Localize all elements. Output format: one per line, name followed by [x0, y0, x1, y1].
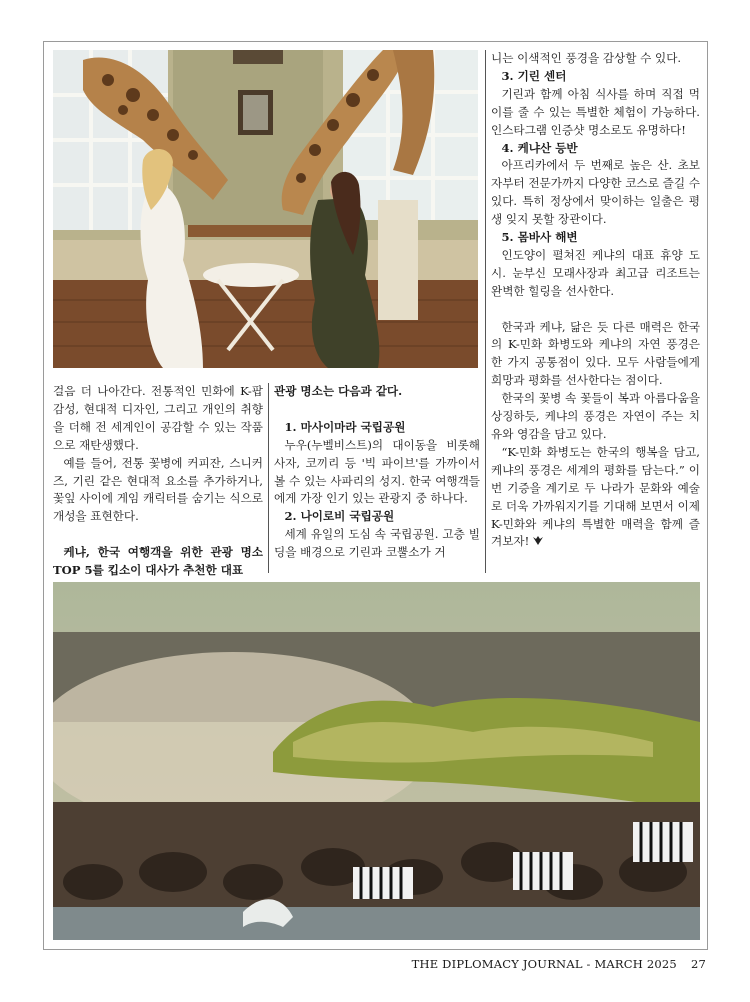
paragraph: 아프리카에서 두 번째로 높은 산. 초보자부터 전문가까지 다양한 코스로 즐길 수 있다. 특히 정상에서 맞이하는 일출은 평생 잊지 못할 장관이다.: [491, 158, 700, 227]
list-heading: 2. 나이로비 국립공원: [284, 509, 395, 524]
article-column-2: [274, 383, 480, 562]
list-heading: 4. 케냐산 등반: [501, 140, 578, 155]
paragraph: 한국과 케냐, 닮은 듯 다른 매력은 한국의 K-민화 화병도와 케냐의 자연 풍경은 한 가지 공통점이 있다. 모두 사람들에게 희망과 평화를 선사한다는 점이다.: [491, 319, 700, 388]
list-heading: 1. 마사이마라 국립공원: [284, 419, 406, 434]
section-heading: 관광 명소는 다음과 같다.: [274, 384, 403, 398]
paragraph: 걸음 더 나아간다. 전통적인 민화에 K-팝 감성, 현대적 디자인, 그리고 개인의 취향을 더해 전 세계인이 공감할 수 있는 작품으로 재탄생했다.: [53, 384, 263, 452]
article-column-1: [53, 383, 263, 580]
column-divider: [485, 50, 486, 573]
journal-title: THE DIPLOMACY JOURNAL - MARCH 2025: [411, 957, 677, 971]
paragraph: 세계 유일의 도심 속 국립공원. 고층 빌딩을 배경으로 기린과 코뿔소가 거: [274, 527, 480, 560]
list-heading: 5. 몸바사 해변: [501, 230, 578, 245]
list-heading: 3. 기린 센터: [501, 68, 567, 83]
page-number: 27: [690, 957, 706, 971]
giraffes-breakfast-photo: [53, 50, 478, 368]
paragraph: [491, 444, 700, 551]
paragraph: 니는 이색적인 풍경을 감상할 수 있다.: [491, 51, 682, 65]
page-footer: [412, 957, 706, 971]
article-column-3: [491, 50, 700, 551]
wildebeest-zebra-migration-photo: [53, 582, 700, 940]
paragraph: 예를 들어, 전통 꽃병에 커피잔, 스니커즈, 기린 같은 현대적 요소를 추가하거나, 꽃잎 사이에 게임 캐릭터를 숨기는 식으로 개성을 표현한다.: [53, 455, 263, 524]
column-divider: [268, 383, 269, 573]
paragraph: 인도양이 펼쳐진 케냐의 대표 휴양 도시. 눈부신 모래사장과 최고급 리조트는 완벽한 힐링을 선사한다.: [491, 247, 700, 298]
paragraph: 누우(누벨비스트)의 대이동을 비롯해 사자, 코끼리 등 '빅 파이브'를 가까이서 볼 수 있는 사파리의 성지. 한국 여행객들에게 가장 인기 있는 관광지 중 하나다.: [274, 437, 480, 506]
end-mark-icon: [532, 535, 544, 546]
paragraph: 기린과 함께 아침 식사를 하며 직접 먹이를 줄 수 있는 특별한 체험이 가능하다. 인스타그램 인증샷 명소로도 유명하다!: [491, 86, 700, 137]
closing-text: “K-민화 화병도는 한국의 행복을 담고, 케냐의 풍경은 세계의 평화를 담는다.” 이번 기증을 계기로 두 나라가 문화와 예술로 더욱 가까워지기를 기대해 보면서 이제 K-민화와 케냐의 특별한 매력을 함께 즐겨보자!: [491, 444, 700, 549]
paragraph: 한국의 꽃병 속 꽃들이 복과 아름다움을 상징하듯, 케냐의 풍경은 자연이 주는 치유와 영감을 담고 있다.: [491, 391, 700, 442]
section-heading: 케냐, 한국 여행객을 위한 관광 명소 TOP 5를 킵소이 대사가 추천한 대표: [53, 545, 263, 578]
